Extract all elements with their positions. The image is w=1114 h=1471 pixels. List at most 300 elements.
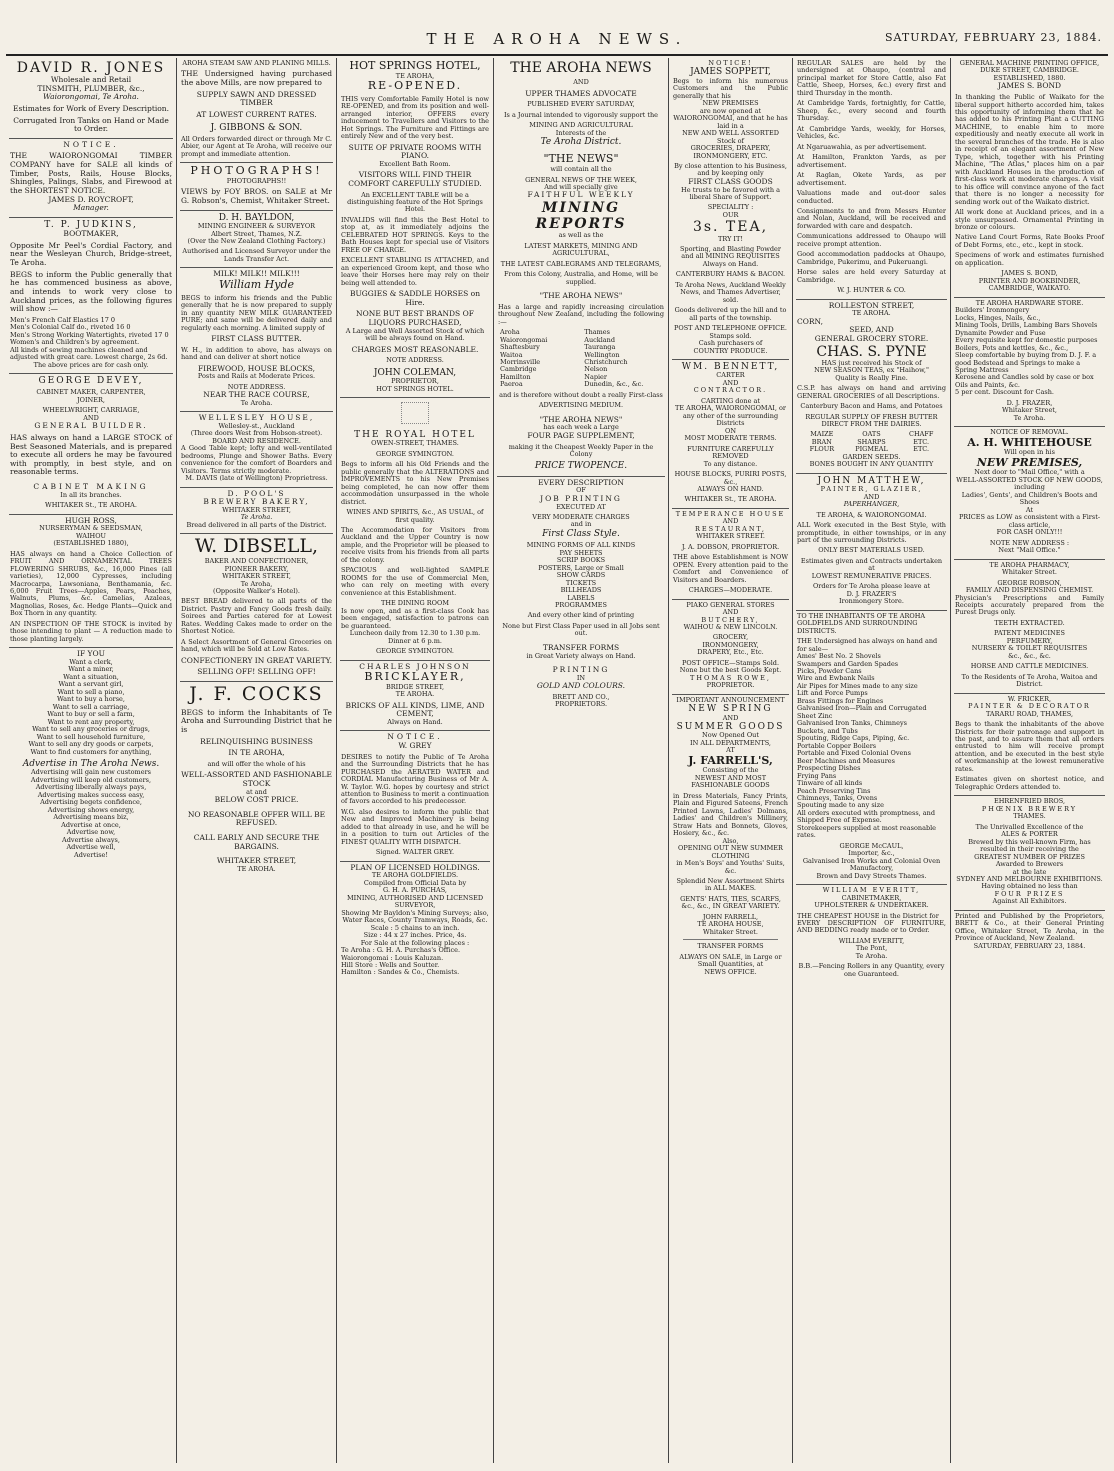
ad-line: 3s. TEA, [692, 219, 769, 236]
ad-line: NEW PREMISES, [976, 455, 1083, 469]
ad-line: CARTING done at [701, 396, 760, 405]
ad-line: An EXCELLENT TABLE will be a distinguishing feature of the Hot Springs Hotel. [347, 190, 483, 214]
ad-line: "THE AROHA NEWS" [539, 414, 623, 424]
ad-title: THE ROYAL HOTEL [354, 429, 476, 440]
ad-line: WELL-ASSORTED AND FASHIONABLE STOCK [181, 770, 332, 789]
ad-body: Begs to inform his numerous Customers and the Public generally that his [673, 76, 788, 100]
ad-line: Cash purchasers of [698, 339, 763, 348]
ad-line: Te Aroha. [855, 951, 888, 960]
ad-line: WHITAKER STREET, [222, 572, 291, 581]
ad-signature: THOMAS ROWE, [690, 673, 771, 682]
ad-grey [340, 731, 490, 861]
ad-line: IN ALL DEPARTMENTS, [690, 738, 771, 747]
ad-title: TE AROHA PHARMACY, [989, 560, 1070, 569]
ad-line: MINING ENGINEER & SURVEYOR [197, 222, 316, 231]
ad-line: NURSERY & TOILET REQUISITES [971, 644, 1088, 653]
hardware-items-list [797, 653, 946, 810]
ad-line: WELL-ASSORTED STOCK OF NEW GOODS, [956, 475, 1103, 484]
ad-line: "THE AROHA NEWS" [539, 291, 623, 301]
list-item: Dynamite Powder and Fuse [955, 328, 1046, 337]
ad-line: PROPRIETORS. [554, 700, 608, 709]
ad-line: GENERAL NEWS OF THE WEEK, [525, 175, 637, 184]
ad-line: Waiorongomai, Te Aroha. [43, 92, 139, 102]
ad-line: SEED, AND [849, 325, 894, 335]
ad-title: T. P. JUDKINS, [44, 219, 138, 230]
ad-line: &c., &c., &c. [1008, 651, 1051, 660]
ad-line: Awarded to Brewers [995, 860, 1064, 869]
ad-plan [340, 862, 490, 981]
ad-line: Goods delivered up the hill and to all parts of the township. [674, 306, 787, 322]
ad-title: AROHA STEAM SAW AND PLANING MILLS. [182, 59, 331, 67]
ad-line: Estimates given and Contracts undertaken at [800, 556, 943, 573]
produce-grid [797, 431, 946, 453]
ad-line: MINING, AUTHORISED AND LICENSED SURVEYOR, [346, 893, 484, 910]
ad-ross [9, 515, 173, 649]
list-item: Builders' Ironmongery [955, 306, 1030, 315]
ad-line: Ironmongery Store. [839, 597, 904, 606]
ad-timber [9, 139, 173, 218]
ad-line: UPPER THAMES ADVOCATE [525, 88, 637, 98]
ad-body: EVERY DESCRIPTION OF FURNITURE, AND BEDDING ready made or to Order. [797, 919, 946, 935]
ad-body: EXCELLENT STABLING IS ATTACHED, and an experienced Groom kept, and those who leave their Horses here may rely on their being well attended to. [341, 256, 489, 287]
list-item: Spouting, Ridge Caps, Piping, &c. [797, 734, 910, 743]
ad-line: None but the best Goods Kept. [679, 666, 782, 675]
list-item: Air Pipes for Mines made to any size [797, 681, 918, 690]
ad-line: Te Aroha. [240, 398, 273, 407]
ad-body: At Hamilton, Frankton Yards, as per advertisement. [797, 153, 946, 169]
ad-name: PHŒNIX BREWERY [981, 804, 1078, 813]
ad-line: Whitaker Street, [1002, 406, 1057, 415]
ad-body: All work done at Auckland prices, and in a style unsurpassed. Ornamental Printing in bronze or colours. [955, 208, 1104, 231]
ad-line: making it the Cheapest Weekly Paper in the Colony [508, 442, 654, 458]
ad-line: Against All Exhibitors. [992, 897, 1067, 906]
ad-line: CABINET MAKING [33, 482, 149, 492]
ad-line: Stamps sold. [709, 331, 752, 340]
ad-line: THAMES. [1013, 812, 1046, 821]
list-item: Want to sell a carriage, [52, 702, 130, 711]
list-item: Spouting made to any size [797, 801, 885, 810]
ad-line: AND [573, 78, 589, 87]
ad-title: PHOTOGRAPHS! [190, 164, 323, 178]
ad-body: Has a large and rapidly increasing circulation throughout New Zealand, including the following :— [498, 302, 664, 326]
ad-line: BRIDGE STREET, [385, 682, 445, 691]
ad-body: SPACIOUS and well-lighted SAMPLE ROOMS for the use of Commercial Men, who can rely on meeting with every convenience at this Establishment. [341, 566, 489, 597]
ad-line: Authorised and Licensed Surveyor under the Lands Transfer Act. [182, 247, 331, 263]
ad-body: Specimens of work and estimates furnished on application. [955, 251, 1104, 267]
ad-line: CABINET MAKER, CARPENTER, [36, 388, 146, 397]
ad-line: Next door to "Mail Office," with a [974, 468, 1085, 477]
ad-line: POST AND TELEPHONE OFFICE. [674, 324, 787, 333]
ad-line: FOUR PRIZES [994, 889, 1065, 898]
place-name: Tauranga [584, 343, 616, 352]
ad-body: BEGS to inform the Public generally that he has commenced business as above, and intends to work very close to Auckland prices, as the following figures will show :— [10, 269, 172, 314]
list-item: Portable and Fixed Colonial Ovens [797, 749, 911, 758]
ad-line: Bread delivered in all parts of the District. [186, 520, 327, 529]
ad-title: IF YOU [77, 649, 105, 659]
list-item: Advertising liberally always pays, [35, 783, 147, 792]
ad-body: THE above Establishment is NOW OPEN. Every attention paid to the Comfort and Convenience of Visitors and Boarders. [673, 553, 788, 584]
ad-signature: W. J. HUNTER & CO. [837, 286, 906, 295]
places-right [584, 329, 662, 389]
ad-line: All orders executed with promptness, and Shipped Free of Expense. [797, 808, 936, 825]
ad-line: PRICE TWOPENCE. [534, 461, 628, 472]
ad-line: NOTE ADDRESS. [227, 382, 286, 391]
list-item: Lift and Force Pumps [797, 689, 868, 698]
ad-line: THE Undersigned has always on hand and for sale— [797, 637, 938, 653]
ad-line: Size : 44 x 27 inches. Price, 4s. [363, 931, 467, 940]
ad-line: Scale : 5 chains to an inch. [370, 923, 460, 932]
ad-line: NEWS OFFICE. [704, 967, 757, 976]
if-you-list [10, 659, 172, 756]
ad-line: NEW SPRING [688, 704, 773, 715]
ad-body: At Cambridge Yards, weekly, for Horses, Vehicles, &c. [797, 124, 946, 141]
ad-body: At Ngaruawahia, as per advertisement. [797, 142, 927, 151]
price-line: Men's French Calf Elastics 17 0 [10, 315, 116, 324]
ad-sawmill [180, 58, 333, 163]
ad-line: SPECIALITY : [707, 203, 754, 212]
ad-body: Begs to thank the inhabitants of the above Districts for their patronage and support in the past, and to assure them that all orders entrusted to him will receive prompt attention, and be executed in the best style of workmanship at the lowest remunerative rates. [955, 720, 1104, 773]
ad-body: Valuations made and out-door sales conducted. [797, 189, 946, 205]
list-item: Want to rent any property, [47, 717, 135, 726]
ad-name: A. H. WHITEHOUSE [967, 435, 1092, 449]
ad-line: THE DINING ROOM [380, 599, 449, 608]
list-item: Want a situation, [63, 672, 119, 681]
ad-title: EHRENFRIED BROS, [993, 797, 1066, 806]
ad-line: PRINTER AND BOOKBINDER, [978, 276, 1081, 285]
column-2 [176, 58, 336, 1463]
ad-body: AN INSPECTION OF THE STOCK is invited by those intending to plant — A reduction made to those planting largely. [10, 619, 172, 643]
ad-line: CALL EARLY AND SECURE THE BARGAINS. [193, 833, 320, 851]
list-item: Mining Tools, Drills, Lambing Bars Shovels [955, 321, 1098, 330]
ad-line: Te Aroha District. [540, 137, 622, 148]
ad-body: DESIRES to notify the Public of Te Aroha and the Surrounding Districts that he has PURCHASED the AERATED WATER and CORDIAL Manufacturing Business of Mr A. W. Taylor. W.G. hopes by courtesy and strict attention to Business to merit a continuation of favors accorded to his predecessor. [341, 752, 489, 806]
ad-line: WHEELWRIGHT, CARRIAGE, [42, 406, 140, 415]
ad-line: Brown and Davy Streets Thames. [816, 871, 927, 880]
ad-line: Manager. [73, 203, 109, 213]
ad-phoenix-brewery [954, 796, 1105, 911]
ad-body: Opposite Mr Peel's Cordial Factory, and near the Wesleyan Church, Bridge-street, Te Aroha. [10, 240, 172, 268]
list-item: Galvanised Iron Tanks, Chimneys [797, 719, 907, 728]
ad-line: WHITAKER STREET. [696, 532, 765, 541]
ad-line: To the Residents of Te Aroha, Waitoa and District. [961, 672, 1098, 689]
ad-line: Compiled from Official Data by [363, 878, 467, 887]
ad-line: Splendid New Assortment Shirts in ALL MAKES. [676, 876, 785, 893]
ad-fricker [954, 694, 1105, 797]
ad-line: Te Aroha : G. H. A. Purchas's Office. [341, 946, 461, 955]
ad-line: CARTER [716, 371, 745, 380]
grid-cell: FLOUR [809, 445, 835, 454]
ad-line: For Sale at the following places : [360, 938, 470, 947]
ad-signature: WILLIAM EVERITT, [838, 936, 905, 945]
ad-line: PUBLISHED EVERY SATURDAY, [527, 100, 635, 109]
ad-line: FAITHFUL WEEKLY [527, 190, 635, 200]
ad-line: FOR CASH ONLY!!! [996, 528, 1063, 537]
list-item: Advertising will gain new customers [30, 768, 152, 777]
column-4 [493, 58, 668, 1463]
ad-line: WHITAKER STREET, [222, 505, 291, 514]
advertising-list [10, 769, 172, 859]
place-name: Aroha [500, 328, 520, 337]
ad-signature: J. GIBBONS & SON. [210, 122, 303, 133]
ad-line: NURSERYMAN & SEEDSMAN, [39, 524, 143, 533]
ad-line: Te Aroha. [240, 513, 273, 522]
column-3 [336, 58, 493, 1463]
ad-line: BRICKLAYER, [364, 670, 466, 684]
ad-line: Galvanised Iron Works and Colonial Oven Manufactory, [802, 856, 941, 873]
ad-signature: JAMES S. BOND, [1001, 269, 1058, 278]
ad-line: First Class Style. [542, 528, 620, 539]
ad-body: INVALIDS will find this the Best Hotel to stop at, as it immediately adjoins the CELEBRATED HOT SPRINGS. Keys to the Bath Houses kept for special use of Visitors FREE OF CHARGE. [341, 215, 489, 254]
ad-line: NO REASONABLE OFFER WILL BE REFUSED. [187, 809, 326, 828]
ad-body: THE WAIORONGOMAI TIMBER COMPANY have for SALE all kinds of Timber, Posts, Rails, House Blocks, Shingles, Palings, Slabs, and Firewood at the SHORTEST NOTICE. [10, 151, 172, 195]
ad-signature: GEORGE SYMINGTON. [375, 449, 454, 458]
list-item: Advertise! [74, 850, 108, 859]
ad-line: BOARD AND RESIDENCE. [212, 436, 301, 445]
ad-line: (Three doors West from Hobson-street). [190, 429, 323, 438]
place-name: Cambridge [500, 365, 537, 374]
ad-line: Will open in his [1004, 448, 1055, 457]
grid-cell: ETC. [913, 445, 930, 454]
ad-line: BRICKS OF ALL KINDS, LIME, AND CEMENT, [345, 700, 485, 719]
ad-body: THE CHEAPEST HOUSE in the District for [797, 911, 939, 920]
ad-signature: Signed. WALTER GREY. [375, 848, 455, 857]
ad-line: TARARU ROAD, THAMES, [985, 709, 1074, 718]
ad-line: NEW AND WELL ASSORTED Stock of [682, 129, 779, 145]
ad-line: HORSE AND CATTLE MEDICINES. [970, 662, 1089, 671]
ad-body: BEGS to inform the Inhabitants of Te Aroha and Surrounding District that he is [181, 707, 332, 735]
ad-line: FAMILY AND DISPENSING CHEMIST. [965, 586, 1094, 595]
ad-line: Te Aroha. [1013, 413, 1046, 422]
ad-line: GROCERIES, DRAPERY, IRONMONGERY, ETC. [690, 144, 771, 160]
ad-line: GENERAL GROCERY STORE. [814, 334, 929, 343]
ad-line: (Opposite Walker's Hotel). [213, 586, 300, 595]
ad-title: PLAN OF LICENSED HOLDINGS. [350, 862, 480, 872]
ad-line: HAS just received his Stock of [821, 358, 922, 367]
ad-signature: D. J. FRAZER, [1006, 398, 1053, 407]
list-item: Beer Machines and Measures [797, 756, 895, 765]
list-item: Advertising begets confidence, [40, 798, 142, 807]
ad-line: IN [576, 673, 586, 682]
ad-line: Corrugated Iron Tanks on Hand or Made to Order. [13, 115, 169, 134]
ad-line: By close attention to his Business, and by keeping only [674, 161, 787, 178]
ad-body: C.S.P. has always on hand and arriving GENERAL GROCERIES of all Descriptions. [797, 384, 946, 400]
ad-line: From this Colony, Australia, and Home, will be supplied. [504, 270, 658, 286]
ad-line: TE AROHA. [237, 864, 276, 873]
ad-hot-springs [340, 58, 490, 398]
ad-line: SUPPLY SAWN AND DRESSED TIMBER [196, 89, 317, 108]
ad-bayldon [180, 211, 333, 269]
ad-line: UPHOLSTERER & UNDERTAKER. [814, 901, 929, 910]
ad-body: The Accommodation for Visitors from Auckland and the Upper Country is now ample, and the Proprietor will be pleased to receive visits from his friends from all parts of the colony. [341, 526, 489, 564]
ad-line: D. J. FRAZER'S [846, 589, 897, 598]
ad-line: B.B.—Fencing Rollers in any Quantity, every one Guaranteed. [798, 962, 945, 978]
ad-line: PATENT MEDICINES [994, 629, 1065, 638]
list-item: Advertise now, [66, 828, 116, 837]
ad-name: CHAS. S. PYNE [816, 343, 927, 360]
ad-hardware-store [954, 298, 1105, 428]
ad-line: DUKE STREET, CAMBRIDGE. [980, 66, 1079, 75]
ad-body: Native Land Court Forms, Rate Books Proof of Debt Forms, etc., etc., kept in stock. [955, 233, 1104, 249]
ad-body: HAS always on hand a LARGE STOCK of Best Seasoned Materials, and is prepared to execute all orders he may be favoured with promptly, in best style, and on reasonable terms. [10, 432, 172, 477]
ad-line: POST OFFICE—Stamps Sold. [681, 658, 780, 667]
ad-line: JOINER, [77, 395, 105, 404]
ad-line: CABINETMAKER, [841, 893, 902, 902]
ad-job-printing [497, 477, 665, 713]
place-name: Napier [584, 372, 608, 381]
ad-line: BUGGIES & SADDLE HORSES on Hire. [349, 289, 481, 307]
ad-title: HOT SPRINGS HOTEL, [349, 59, 481, 72]
ad-line: And will specially give [544, 182, 618, 191]
ad-line: PHOTOGRAPHS!! [226, 176, 287, 185]
ad-body: VIEWS by FOY BROS. on SALE at Mr G. Robson's, Chemist, Whitaker Street. [181, 187, 332, 206]
ad-body: A Select Assortment of General Groceries on hand, which will be Sold at Low Rates. [181, 637, 332, 654]
ad-line: TE AROHA, & WAIORONGOMAI. [816, 510, 927, 519]
place-name: Wellington [584, 350, 620, 359]
ad-line: He trusts to be favored with a liberal Share of Support. [681, 185, 780, 201]
place-name: Morrinsville [500, 357, 541, 366]
ad-line: CONFECTIONERY IN GREAT VARIETY. [181, 655, 332, 665]
ad-title: NOTICE. [387, 732, 443, 742]
ad-name: JAMES SOPPETT, [690, 67, 771, 78]
ad-line: SYDNEY AND MELBOURNE EXHIBITIONS. [956, 874, 1103, 883]
ad-line: OWEN-STREET, THAMES. [371, 439, 459, 448]
ad-body: In thanking the Public of Waikato for the liberal support hitherto accorded him, takes this opportunity of informing them that he has added to his Printing Plant a CUTTING MACHINE, to enable him to more expeditiously and neatly execute all work in the several branches of the trade. He is also in receipt of an elegant assortment of New Type, which, together with his Printing Machine, "The Atlas," places him on a par with Auckland Houses in the production of first-class work at moderate charges. A visit to his office will convince anyone of the fact that there is no longer a necessity for sending work out of the Waikato district. [955, 93, 1104, 206]
circulation-list [498, 329, 664, 389]
ad-line: The Pont, [855, 944, 888, 953]
ad-line: Te Aroha News, Auckland Weekly News, and Thames Advertiser, sold. [675, 280, 786, 304]
ad-line: FIREWOOD, HOUSE BLOCKS, [197, 363, 316, 373]
price-line: All kinds of sewing machines cleaned and adjusted with great care. Lowest charge, 2s 6d. [10, 345, 168, 362]
ad-line: WHITAKER STREET, [216, 856, 297, 866]
list-item: Advertise always, [62, 835, 120, 844]
place-name: Waitoa [500, 350, 523, 359]
list-item: Oils and Paints, &c. [955, 380, 1020, 389]
ad-line: AT [726, 746, 735, 755]
ad-line: NONE BUT BEST BRANDS OF LIQUORS PURCHASED, [356, 309, 474, 328]
ad-title: GEORGE DEVEY, [38, 376, 144, 387]
ad-line: LATEST MARKETS, MINING AND AGRICULTURAL, [524, 241, 638, 258]
ad-pool [180, 488, 333, 535]
ad-line: Luncheon daily from 12.30 to 1.30 p.m. Dinner at 6 p.m. [349, 629, 481, 645]
ad-body: Consignments to and from Messrs Hunter and Nolan, Auckland, will be received and forwarded with care and despatch. [797, 206, 946, 230]
ad-line: CHARGES MOST REASONABLE. [351, 344, 479, 354]
ad-line: OF [576, 486, 586, 495]
column-6 [792, 58, 950, 1463]
place-name: Hamilton [500, 372, 531, 381]
price-line: Men's Colonial Calf do., riveted 16 0 [10, 323, 131, 332]
ad-line: JOB PRINTING [540, 493, 622, 503]
list-item: Want to sell any dry goods or carpets, [28, 740, 154, 749]
ad-line: FIRST CLASS BUTTER. [211, 334, 302, 343]
ad-body: Good accommodation paddocks at Ohaupo, Cambridge, Pukerimu, and Pukeruangi. [797, 250, 946, 266]
ad-line: Whitaker Street. [1002, 568, 1057, 577]
ad-body: W. H., in addition to above, has always on hand and can deliver at short notice [181, 345, 332, 362]
issue-date: SATURDAY, FEBRUARY 23, 1884. [884, 31, 1102, 44]
list-item: Advertising makes success easy, [37, 790, 145, 799]
ad-line: HOUSE BLOCKS, PURIRI POSTS, &c., [674, 470, 787, 486]
list-item: Swampers and Garden Spades [797, 659, 899, 668]
ad-line: Wellesley-st., Auckland [218, 421, 295, 430]
ad-line: Now Opened Out [702, 731, 759, 740]
ad-devey [9, 374, 173, 515]
ad-line: VERY MODERATE CHARGES [532, 512, 630, 521]
masthead-rule [6, 54, 1108, 56]
ad-line: MINING AND AGRICULTURAL [529, 121, 633, 130]
ad-line: TEETH EXTRACTED. [994, 618, 1065, 627]
place-name: Thames [584, 328, 610, 337]
ad-line: FIRST CLASS GOODS [688, 176, 773, 186]
ad-body: W.G. also desires to inform the public that New and Improved Machinery is being added to that already in use, and he will be in a position to turn out Articles of the FINEST QUALITY WITH DISPATCH. [341, 807, 489, 846]
ad-body: Horse sales are held every Saturday at Cambridge. [797, 268, 946, 284]
ad-line: Waiorongomai : Louis Kaluzan. [341, 953, 444, 962]
ad-line: Orders for Te Aroha please leave at [812, 582, 931, 591]
ad-title: W. FRICKER, [1007, 694, 1052, 703]
ad-body: THIS very Comfortable Family Hotel is now RE-OPENED, and from its position and well-arranged interior, OFFERS every inducement to Travellers and Visitors to the Hot Springs. The Furniture and Fittings are entirely New and of the very best. [341, 94, 489, 141]
ad-line: SUITE OF PRIVATE ROOMS WITH PIANO. [348, 142, 482, 161]
ad-line: ALES & PORTER [1001, 830, 1058, 839]
list-item: Want to sell a piano, [57, 687, 125, 696]
ad-line: HOT SPRINGS HOTEL. [376, 384, 454, 393]
ad-line: J. A. DOBSON, PROPRIETOR. [681, 542, 780, 551]
list-item: SCRIP BOOKS [556, 556, 606, 565]
imprint-text: Printed and Published by the Proprietors, BRETT & Co., at their General Printing Office, Whitaker Street, Te Aroha, in the Province of Auckland, New Zealand. [955, 911, 1104, 943]
ad-title: D. POOL'S [227, 488, 286, 498]
ad-line: ONLY BEST MATERIALS USED. [818, 546, 925, 555]
ad-line: will contain all the [550, 165, 612, 174]
list-item: Advertising shows energy, [47, 805, 135, 814]
ad-jones [9, 58, 173, 139]
ad-line: Posts and Rails at Moderate Prices. [197, 372, 316, 381]
ad-line: BELOW COST PRICE. [214, 795, 299, 805]
ad-line: GROCERY, [712, 633, 749, 642]
ad-signature: GEORGE McCAUL, [839, 841, 904, 850]
ad-line: Whitaker Street. [703, 927, 758, 936]
ad-line: TE AROHA. [852, 309, 891, 318]
ad-line: as well as the [558, 231, 604, 240]
list-item: Portable Copper Boilers [797, 741, 877, 750]
list-item: Want to buy a horse, [57, 695, 125, 704]
hardware-list [955, 307, 1104, 397]
ad-line: OUR [722, 210, 739, 219]
ad-line: AND [722, 713, 739, 722]
ad-line: at and [246, 787, 267, 796]
ad-mccaul [796, 611, 947, 885]
ad-title: JOHN MATTHEW, [817, 475, 926, 486]
ad-line: TINSMITH, PLUMBER, &c., [37, 83, 145, 93]
imprint-date: SATURDAY, FEBRUARY 23, 1884. [973, 941, 1086, 950]
list-item: Ames' Best No. 2 Shovels [797, 652, 881, 661]
ad-line: MOST MODERATE TERMS. [684, 434, 777, 443]
ad-line: WHITAKER St., TE AROHA. [45, 501, 137, 510]
list-item: Advertise at once, [61, 820, 121, 829]
list-item: Prospecting Dishes [797, 764, 861, 773]
ad-title: NOTICE. [63, 139, 119, 149]
ad-line: Ladies', Gents', and Children's Boots and Shoes [961, 490, 1098, 507]
ad-line: Canterbury Bacon and Hams, and Potatoes [800, 402, 943, 411]
list-item: Want a servant girl, [58, 680, 124, 689]
ad-line: PAPERHANGER, [843, 500, 900, 509]
ad-line: GENTS' HATS, TIES, SCARFS, &c., &c., IN GREAT VARIETY. [680, 894, 781, 911]
list-item: Boilers, Pots and kettles, &c., &c., [955, 343, 1069, 352]
ad-line: NOTE ADDRESS. [386, 356, 444, 365]
ad-pyne [796, 300, 947, 474]
price-line: Women's and Children's by agreement. [10, 338, 140, 347]
list-item: PAY SHEETS [559, 548, 603, 557]
ad-line: COUNTRY PRODUCE. [693, 346, 768, 355]
ad-line: TE AROHA. [395, 690, 435, 699]
ad-title: J. F. COCKS [189, 682, 324, 705]
ad-wellesley [180, 412, 333, 487]
